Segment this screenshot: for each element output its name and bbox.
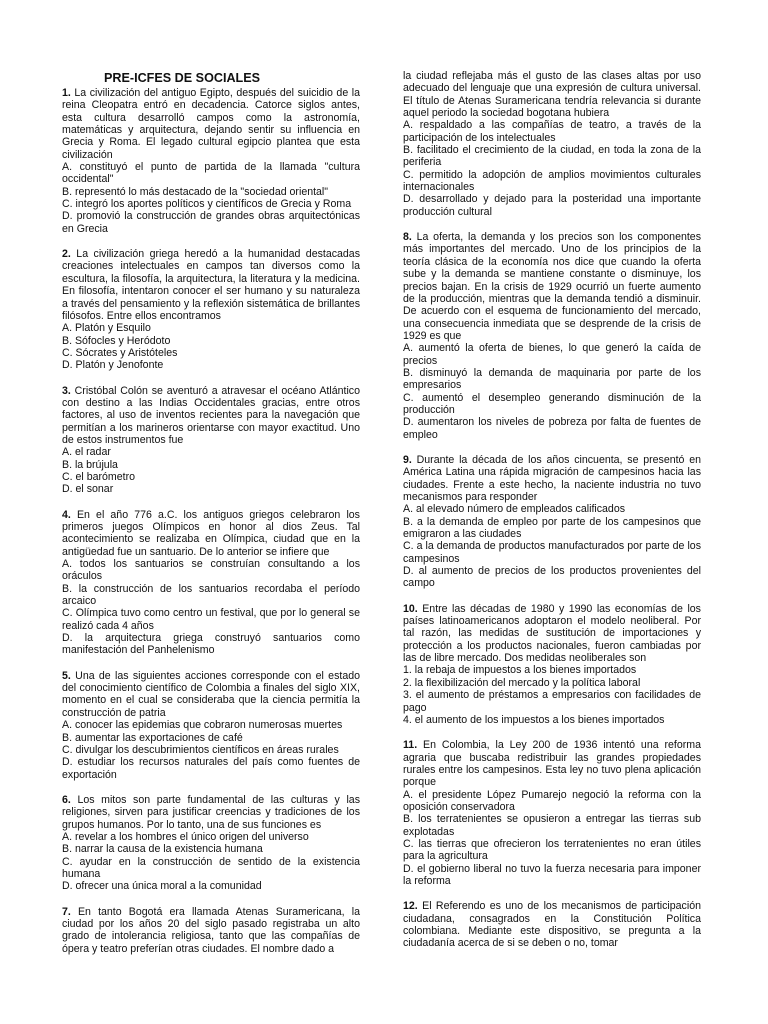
option-c: C. permitido la adopción de amplios movimientos culturales internacionales	[403, 168, 701, 194]
question-number: 6.	[62, 793, 71, 806]
question-text-continued: la ciudad reflejaba más el gusto de las clases altas por uso adecuado del lenguaje que una expresión de cultura universal. El título de Atenas Suramericana tendría relevancia si durante aquel periodo la sociedad bogotana hubiera	[403, 70, 701, 120]
question-number: 8.	[403, 231, 412, 244]
option-d: D. aumentaron los niveles de pobreza por falta de fuentes de empleo	[403, 416, 701, 441]
option-d: D. la arquitectura griega construyó santuarios como manifestación del Panhelenismo	[62, 632, 360, 657]
right-column	[403, 70, 701, 963]
question-2	[62, 248, 360, 371]
question-stem	[403, 900, 701, 949]
option-d: D. estudiar los recursos naturales del país como fuentes de exportación	[62, 756, 360, 781]
option-b: B. representó lo más destacado de la "sociedad oriental"	[62, 185, 329, 198]
question-stem	[403, 739, 701, 788]
option-3: 3. el aumento de préstamos a empresarios con facilidades de pago	[403, 689, 701, 714]
question-text: En el año 776 a.C. los antiguos griegos celebraron los primeros juegos Olímpicos en honor al dios Zeus. Tal acontecimiento se realizaba en Olímpica, ciudad que en la antigüedad fue un santuario. De lo anterior se infiere que	[62, 508, 360, 558]
option-a: A. respaldado a las compañías de teatro, a través de la participación de los intelectuales	[403, 119, 701, 144]
option-a: A. el presidente López Pumarejo negoció la reforma con la oposición conservadora	[403, 788, 701, 813]
question-9	[403, 454, 701, 590]
question-number: 2.	[62, 248, 71, 261]
option-c: C. aumentó el desempleo generando disminución de la producción	[403, 391, 701, 416]
question-number: 11.	[403, 739, 418, 752]
question-number: 10.	[403, 602, 418, 615]
question-number: 4.	[62, 508, 71, 521]
question-stem	[62, 670, 360, 719]
question-number: 1.	[62, 87, 71, 99]
option-b: B. la construcción de los santuarios recordaba el período arcaico	[62, 582, 360, 608]
option-d: D. el gobierno liberal no tuvo la fuerza necesaria para imponer la reforma	[403, 862, 701, 887]
question-text: En tanto Bogotá era llamada Atenas Suramericana, la ciudad por los años 20 del siglo pasado registraba un alto grado de intolerancia religiosa, tanto que las compañías de ópera y teatro preferían otras ciudades. El nombre dado a	[62, 905, 360, 955]
option-a: A. constituyó el punto de partida de la llamada "cultura occidental"	[62, 161, 360, 186]
question-number: 7.	[62, 905, 71, 918]
question-text: Durante la década de los años cincuenta, se presentó en América Latina una rápida migración de campesinos hacia las ciudades. Frente a este hecho, la naciente industria no tuvo mecanismos para responder	[403, 453, 702, 503]
question-12	[403, 900, 701, 949]
option-b: B. aumentar las exportaciones de café	[62, 731, 243, 744]
question-text: Una de las siguientes acciones corresponde con el estado del conocimiento científico de Colombia a finales del siglo XIX, momento en el cual se consideraba que la ciencia permitía la construcción de patria	[62, 669, 360, 719]
question-text: El Referendo es uno de los mecanismos de participación ciudadana, consagrados en la Constitución Política colombiana. Mediante este dispositivo, se pregunta a la ciudadanía acerca de si se deben o no, tomar	[403, 900, 701, 950]
option-a: A. conocer las epidemias que cobraron numerosas muertes	[62, 719, 343, 732]
question-10	[403, 603, 701, 726]
option-c: C. a la demanda de productos manufacturados por parte de los campesinos	[403, 540, 701, 565]
option-d: D. desarrollado y dejado para la posteridad una importante producción cultural	[403, 193, 701, 218]
question-stem	[62, 794, 360, 831]
question-number: 3.	[62, 384, 71, 397]
option-4: 4. el aumento de los impuestos a los bienes importados	[403, 713, 665, 726]
question-4	[62, 509, 360, 657]
document-title: PRE-ICFES DE SOCIALES	[104, 71, 261, 85]
question-6	[62, 794, 360, 893]
option-b: B. Sófocles y Heródoto	[62, 334, 171, 347]
option-c: C. Olímpica tuvo como centro un festival, que por lo general se realizó cada 4 años	[62, 607, 360, 632]
option-b: B. los terratenientes se opusieron a entregar las tierras sub explotadas	[403, 813, 701, 838]
question-7-part-1	[62, 906, 360, 955]
option-d: D. ofrecer una única moral a la comunidad	[62, 880, 262, 893]
option-b: B. narrar la causa de la existencia humana	[62, 843, 263, 856]
question-7-part-2	[403, 70, 701, 218]
option-d: D. el sonar	[62, 483, 114, 496]
question-1	[62, 87, 360, 235]
option-1: 1. la rebaja de impuestos a los bienes importados	[403, 664, 637, 677]
option-a: A. aumentó la oferta de bienes, lo que generó la caída de precios	[403, 342, 701, 367]
left-column	[62, 71, 360, 968]
option-2: 2. la flexibilización del mercado y la política laboral	[403, 676, 641, 689]
question-stem	[62, 906, 360, 955]
option-a: A. el radar	[62, 446, 111, 459]
option-b: B. a la demanda de empleo por parte de los campesinos que emigraron a las ciudades	[403, 515, 701, 541]
question-stem	[403, 603, 701, 665]
question-text: La oferta, la demanda y los precios son los componentes más importantes del mercado. Uno de los principios de la teoría clásica de la economía nos dice que cuando la oferta sube y la demanda se mantiene constante o disminuye, los precios bajan. En la crisis de 1929 ocurrió un fuerte aumento de la producción, mientras que la demanda tendió a disminuir. De acuerdo con el esquema de funcionamiento del mercado, una consecuencia inmediata que se desprende de la crisis de 1929 es que	[403, 231, 701, 342]
option-c: C. el barómetro	[62, 470, 136, 483]
question-number: 5.	[62, 669, 71, 682]
question-stem	[62, 385, 360, 447]
question-text: Cristóbal Colón se aventuró a atravesar el océano Atlántico con destino a las Indias Occidentales gracias, entre otros factores, al uso de inventos recientes para la navegación que permitían a los marineros orientarse con mayor exactitud. Uno de estos instrumentos fue	[62, 384, 360, 446]
question-5	[62, 670, 360, 781]
option-b: B. facilitado el crecimiento de la ciudad, en toda la zona de la periferia	[403, 144, 701, 169]
question-text: Los mitos son parte fundamental de las culturas y las religiones, sirven para justificar creencias y tradiciones de los grupos humanos. Por lo tanto, una de sus funciones es	[62, 793, 360, 831]
option-a: A. Platón y Esquilo	[62, 322, 151, 335]
question-stem	[62, 509, 360, 558]
option-c: C. Sócrates y Aristóteles	[62, 346, 178, 359]
question-text: Entre las décadas de 1980 y 1990 las economías de los países latinoamericanos adoptaron el modelo neoliberal. Por tal razón, las medidas de sustitución de importaciones y protección a los productos nacionales, fueron cambiadas por las de libre mercado. Dos medidas neoliberales son	[403, 602, 701, 665]
option-b: B. disminuyó la demanda de maquinaria por parte de los empresarios	[403, 366, 701, 392]
option-c: C. divulgar los descubrimientos científicos en áreas rurales	[62, 743, 339, 756]
question-number: 12.	[403, 900, 418, 913]
question-8	[403, 231, 701, 441]
option-d: D. Platón y Jenofonte	[62, 359, 164, 372]
option-c: C. integró los aportes políticos y científicos de Grecia y Roma	[62, 198, 352, 211]
question-text: La civilización del antiguo Egipto, después del suicidio de la reina Cleopatra entró en decadencia. Catorce siglos antes, esta cultura desarrolló campos como la astronomía, matemáticas y arquitectura, dejando sentir su influencia en Grecia y Roma. El legado cultural egipcio plantea que esta civilización	[62, 87, 360, 161]
option-a: A. todos los santuarios se construían consultando a los oráculos	[62, 558, 360, 583]
option-a: A. al elevado número de empleados calificados	[403, 503, 626, 516]
option-d: D. al aumento de precios de los productos provenientes del campo	[403, 565, 701, 590]
question-text: La civilización griega heredó a la humanidad destacadas creaciones intelectuales en campos tan diversos como la escultura, la filosofía, la arquitectura, la literatura y la medicina. En filosofía, intentaron conocer el ser humano y su naturaleza a través del pensamiento y la reflexión sistemática de brillantes filósofos. Entre ellos encontramos	[62, 248, 360, 322]
question-number: 9.	[403, 453, 412, 466]
question-stem	[403, 454, 701, 503]
option-d: D. promovió la construcción de grandes obras arquitectónicas en Grecia	[62, 210, 360, 235]
question-stem	[403, 231, 701, 342]
question-stem	[62, 248, 360, 322]
option-a: A. revelar a los hombres el único origen del universo	[62, 830, 309, 843]
question-text: En Colombia, la Ley 200 de 1936 intentó una reforma agraria que buscaba redistribuir las grandes propiedades rurales entre los campesinos. Esta ley no tuvo plena aplicación porque	[403, 739, 701, 789]
option-b: B. la brújula	[62, 458, 118, 471]
question-3	[62, 385, 360, 496]
option-c: C. las tierras que ofrecieron los terratenientes no eran útiles para la agricultura	[403, 837, 701, 863]
question-11	[403, 739, 701, 887]
option-c: C. ayudar en la construcción de sentido de la existencia humana	[62, 855, 360, 880]
question-stem	[62, 87, 360, 161]
